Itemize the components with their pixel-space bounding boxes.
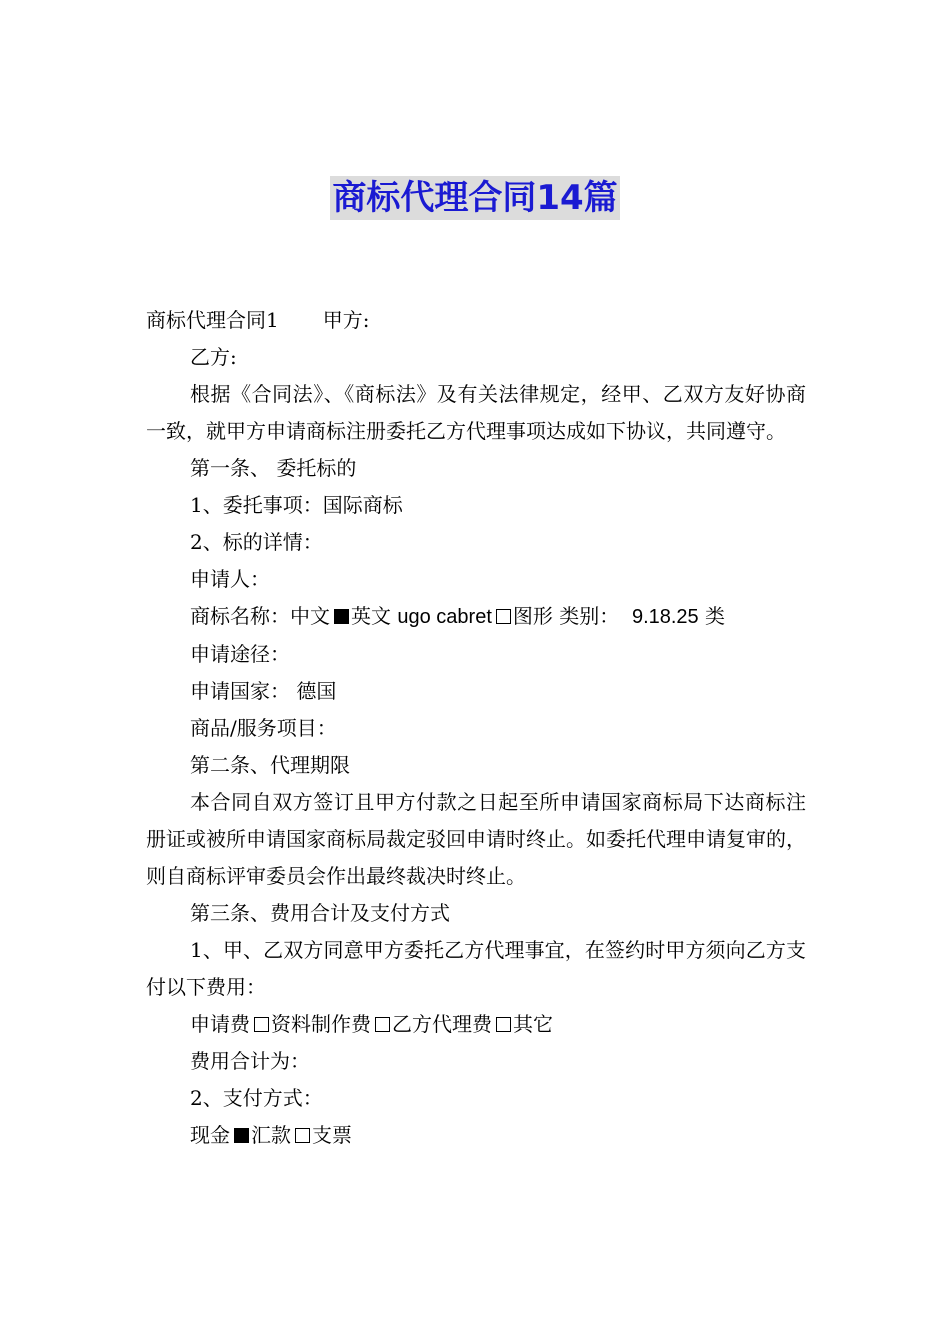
country-line: 申请国家： 德国 bbox=[190, 679, 337, 703]
contract-header-line bbox=[146, 302, 806, 339]
english-value: ugo cabret bbox=[397, 606, 492, 628]
article3-heading: 第三条、费用合计及支付方式 bbox=[190, 901, 450, 925]
document-body bbox=[146, 302, 806, 1154]
figure-label: 图形 bbox=[512, 604, 553, 628]
cash-label: 现金 bbox=[190, 1123, 230, 1147]
document-title: 商标代理合同14篇 bbox=[332, 178, 618, 218]
route-label: 申请途径： bbox=[190, 642, 290, 666]
party-b-label: 乙方: bbox=[190, 345, 237, 369]
unchecked-box-icon bbox=[375, 1017, 390, 1032]
unchecked-box-icon bbox=[295, 1128, 310, 1143]
article2-paragraph: 本合同自双方签订且甲方付款之日起至所申请国家商标局下达商标注册证或被所申请国家商标局裁定驳回申请时终止。如委托代理申请复审的，则自商标评审委员会作出最终裁决时终止。 bbox=[146, 790, 806, 888]
intro-paragraph: 根据《合同法》、《商标法》及有关法律规定，经甲、乙双方友好协商一致，就甲方申请商标注册委托乙方代理事项达成如下协议，共同遵守。 bbox=[146, 382, 806, 443]
trademark-name-label: 商标名称：中文 bbox=[190, 604, 330, 628]
other-fee-label: 其它 bbox=[513, 1012, 553, 1036]
article1-item1: 1、委托事项：国际商标 bbox=[190, 493, 403, 517]
agent-fee-label: 乙方代理费 bbox=[392, 1012, 492, 1036]
payment-methods-line bbox=[146, 1117, 806, 1154]
unchecked-box-icon bbox=[254, 1017, 269, 1032]
trademark-line bbox=[146, 598, 806, 636]
category-suffix: 类 bbox=[705, 604, 726, 628]
english-label: 英文 bbox=[351, 604, 391, 628]
cheque-label: 支票 bbox=[312, 1123, 352, 1147]
fees-line bbox=[146, 1006, 806, 1043]
title-container bbox=[0, 176, 950, 220]
applicant-label: 申请人： bbox=[190, 567, 270, 591]
article3-item2: 2、支付方式： bbox=[190, 1086, 323, 1110]
total-label: 费用合计为： bbox=[190, 1049, 310, 1073]
material-fee-label: 资料制作费 bbox=[271, 1012, 371, 1036]
article3-item1: 1、甲、乙双方同意甲方委托乙方代理事宜，在签约时甲方须向乙方支付以下费用： bbox=[146, 938, 806, 999]
category-label: 类别： bbox=[559, 604, 620, 628]
remit-label: 汇款 bbox=[251, 1123, 291, 1147]
contract-number: 商标代理合同1 bbox=[146, 308, 279, 332]
unchecked-box-icon bbox=[496, 1017, 511, 1032]
category-value: 9.18.25 bbox=[631, 606, 699, 628]
unchecked-box-icon bbox=[496, 609, 511, 624]
checked-box-icon bbox=[334, 609, 349, 624]
article1-heading: 第一条、 委托标的 bbox=[190, 456, 357, 480]
goods-label: 商品/服务项目： bbox=[190, 716, 337, 740]
apply-fee-label: 申请费 bbox=[190, 1012, 250, 1036]
party-a-label: 甲方: bbox=[322, 308, 370, 332]
checked-box-icon bbox=[234, 1128, 249, 1143]
article1-item2: 2、标的详情： bbox=[190, 530, 323, 554]
article2-heading: 第二条、代理期限 bbox=[190, 753, 350, 777]
